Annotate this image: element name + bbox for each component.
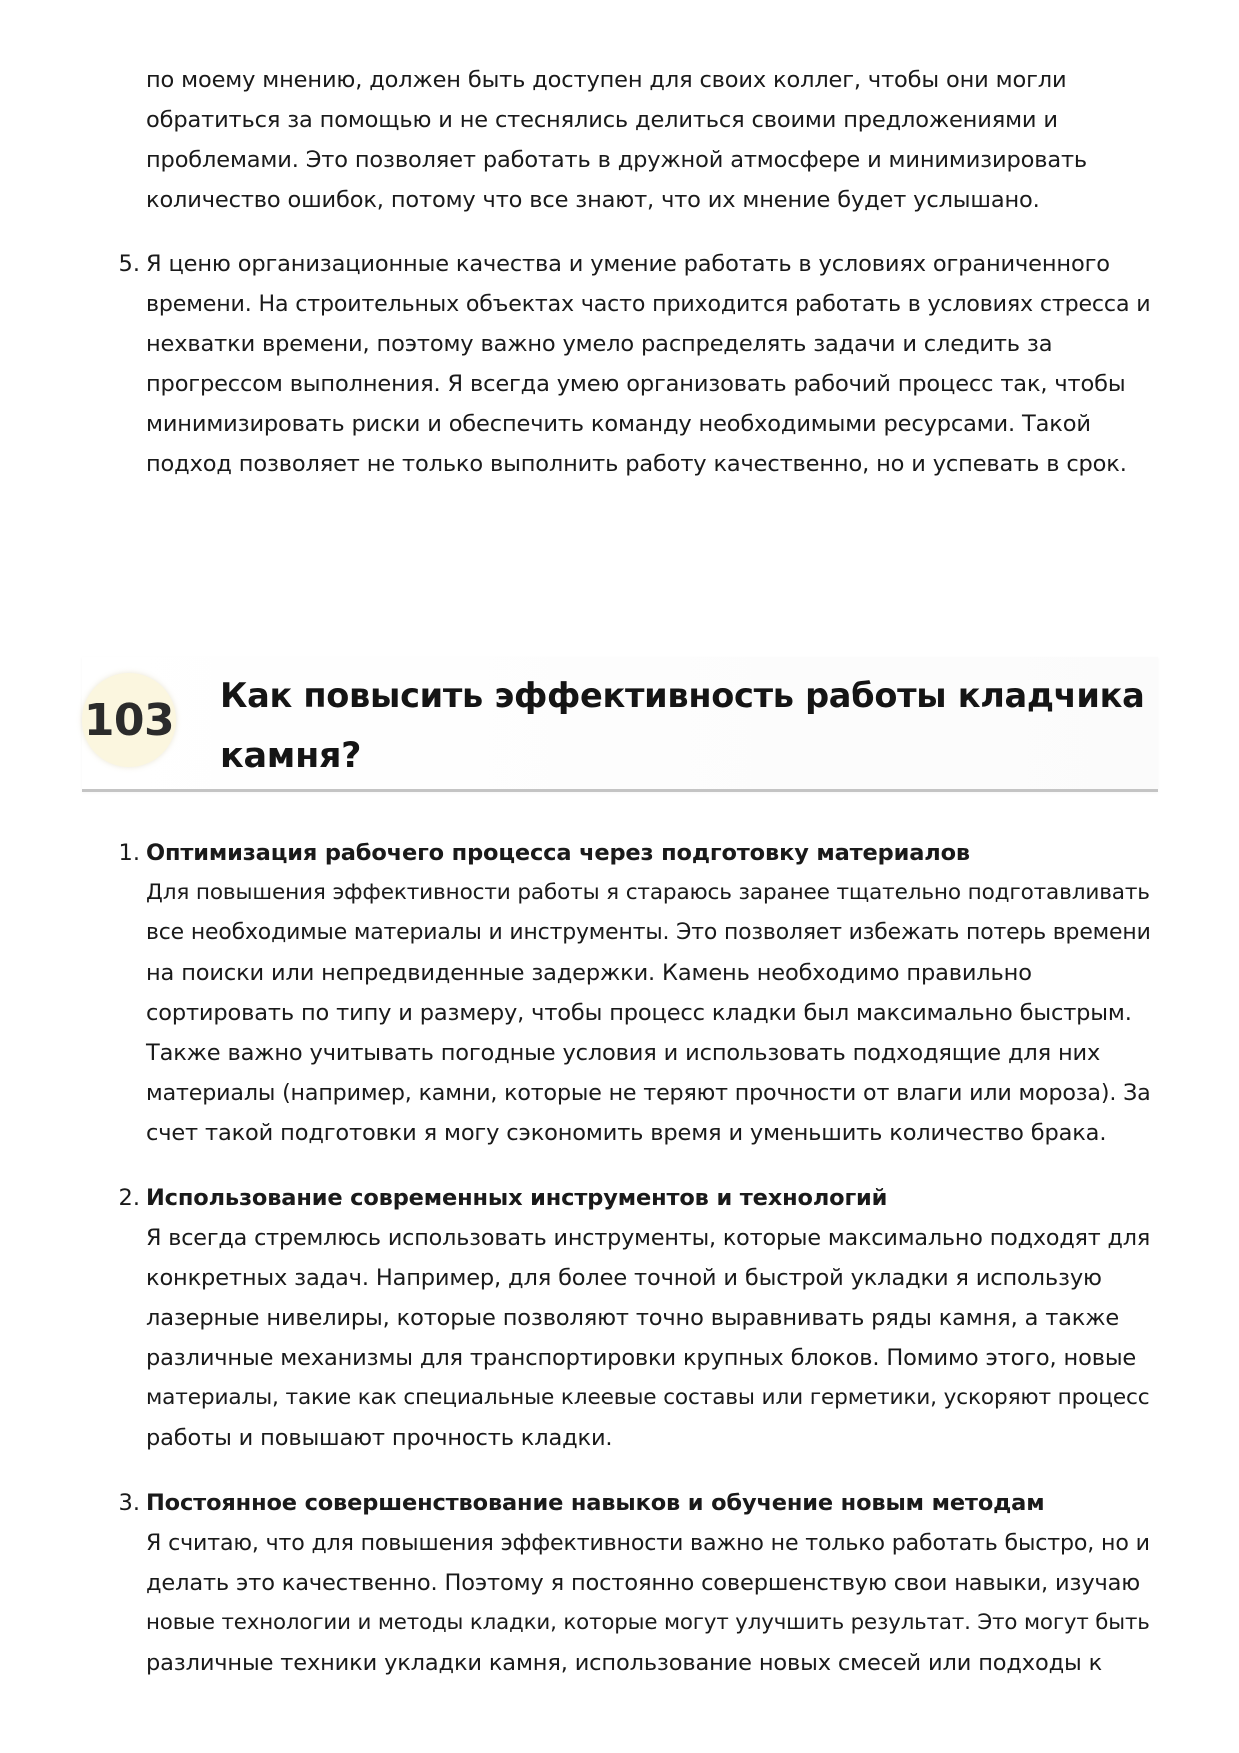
text-line: обратиться за помощью и не стеснялись делиться своими предложениями и xyxy=(146,107,1058,133)
text-line: минимизировать риски и обеспечить команду необходимыми ресурсами. Такой xyxy=(146,411,1091,437)
text-line: делать это качественно. Поэтому я постоянно совершенствую свои навыки, изучаю xyxy=(146,1570,1141,1596)
text-line: проблемами. Это позволяет работать в дружной атмосфере и минимизировать xyxy=(146,147,1088,173)
text-line: прогрессом выполнения. Я всегда умею организовать рабочий процесс так, чтобы xyxy=(146,371,1126,397)
text-line: счет такой подготовки я могу сэкономить время и уменьшить количество брака. xyxy=(146,1120,1107,1146)
text-line: конкретных задач. Например, для более точной и быстрой укладки я использую xyxy=(146,1265,1102,1291)
text-line: лазерные нивелиры, которые позволяют точно выравнивать ряды камня, а также xyxy=(146,1305,1120,1331)
list-number: 3. xyxy=(118,1490,140,1516)
list-item-5 xyxy=(146,244,1156,484)
text-line: Также важно учитывать погодные условия и использовать подходящие для них xyxy=(146,1040,1101,1066)
question-title xyxy=(220,665,1150,787)
list-number: 5. xyxy=(118,251,140,277)
text-line: все необходимые материалы и инструменты. Это позволяет избежать потерь времени xyxy=(146,920,1151,945)
answer-title: Оптимизация рабочего процесса через подготовку материалов xyxy=(146,840,970,866)
text-line: Я ценю организационные качества и умение работать в условиях ограниченного xyxy=(146,251,1110,277)
question-number-badge: 103 xyxy=(82,673,176,767)
text-line: на поиски или непредвиденные задержки. Камень необходимо правильно xyxy=(146,960,1032,986)
text-line: материалы (например, камни, которые не теряют прочности от влаги или мороза). За xyxy=(146,1080,1151,1106)
text-line: работы и повышают прочность кладки. xyxy=(146,1425,613,1451)
text-line: времени. На строительных объектах часто приходится работать в условиях стресса и xyxy=(146,291,1151,317)
answer-item-1 xyxy=(146,833,1156,1153)
text-line: по моему мнению, должен быть доступен для своих коллег, чтобы они могли xyxy=(146,67,1067,93)
text-line: новые технологии и методы кладки, которые могут улучшить результат. Это могут быть xyxy=(146,1610,1150,1635)
title-line: Как повысить эффективность работы кладчика xyxy=(220,676,1145,715)
text-line: количество ошибок, потому что все знают, что их мнение будет услышано. xyxy=(146,187,1040,213)
text-line: Я считаю, что для повышения эффективности важно не только работать быстро, но и xyxy=(146,1530,1150,1556)
continued-paragraph xyxy=(146,60,1156,220)
text-line: материалы, такие как специальные клеевые составы или герметики, ускоряют процесс xyxy=(146,1385,1150,1410)
question-header xyxy=(82,657,1158,792)
text-line: подход позволяет не только выполнить работу качественно, но и успевать в срок. xyxy=(146,451,1127,477)
list-number: 1. xyxy=(118,840,140,866)
answer-title: Постоянное совершенствование навыков и обучение новым методам xyxy=(146,1490,1045,1516)
answer-title: Использование современных инструментов и технологий xyxy=(146,1185,888,1211)
text-line: различные механизмы для транспортировки крупных блоков. Помимо этого, новые xyxy=(146,1345,1137,1371)
text-line: Я всегда стремлюсь использовать инструменты, которые максимально подходят для xyxy=(146,1225,1151,1251)
answer-item-3 xyxy=(146,1483,1156,1683)
list-number: 2. xyxy=(118,1185,140,1211)
text-line: сортировать по типу и размеру, чтобы процесс кладки был максимально быстрым. xyxy=(146,1000,1132,1026)
title-line: камня? xyxy=(220,736,362,776)
text-line: различные техники укладки камня, использование новых смесей или подходы к xyxy=(146,1650,1103,1676)
text-line: Для повышения эффективности работы я стараюсь заранее тщательно подготавливать xyxy=(146,880,1150,905)
text-line: нехватки времени, поэтому важно умело распределять задачи и следить за xyxy=(146,331,1053,357)
answer-item-2 xyxy=(146,1178,1156,1458)
